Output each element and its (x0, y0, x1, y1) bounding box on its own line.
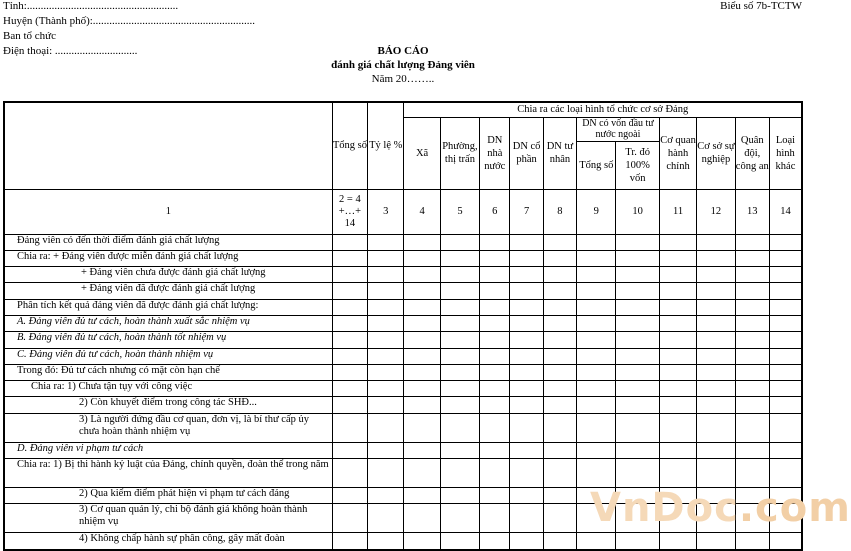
value-cell[interactable] (543, 504, 576, 533)
value-cell[interactable] (332, 413, 367, 442)
district-line: Huyện (Thành phố):........................................................... (3, 15, 256, 27)
value-cell[interactable] (368, 299, 404, 315)
value-cell[interactable] (697, 381, 735, 397)
value-cell[interactable] (577, 413, 616, 442)
value-cell[interactable] (769, 397, 802, 413)
col-number: 5 (440, 189, 479, 234)
value-cell[interactable] (697, 234, 735, 250)
value-cell[interactable] (735, 413, 769, 442)
value-cell[interactable] (480, 459, 510, 488)
value-cell[interactable] (735, 381, 769, 397)
value-cell[interactable] (440, 348, 479, 364)
value-cell[interactable] (659, 381, 696, 397)
value-cell[interactable] (404, 381, 440, 397)
value-cell[interactable] (616, 533, 659, 550)
value-cell[interactable] (404, 504, 440, 533)
value-cell[interactable] (577, 315, 616, 331)
value-cell[interactable] (440, 504, 479, 533)
value-cell[interactable] (480, 413, 510, 442)
value-cell[interactable] (480, 315, 510, 331)
value-cell[interactable] (735, 234, 769, 250)
value-cell[interactable] (769, 381, 802, 397)
value-cell[interactable] (440, 267, 479, 283)
value-cell[interactable] (659, 413, 696, 442)
value-cell[interactable] (510, 364, 543, 380)
value-cell[interactable] (577, 283, 616, 299)
value-cell[interactable] (659, 348, 696, 364)
value-cell[interactable] (332, 283, 367, 299)
value-cell[interactable] (510, 250, 543, 266)
table-row (4, 381, 802, 397)
value-cell[interactable] (735, 459, 769, 488)
col-number: 4 (404, 189, 440, 234)
value-cell[interactable] (404, 413, 440, 442)
value-cell[interactable] (616, 299, 659, 315)
value-cell[interactable] (368, 459, 404, 488)
value-cell[interactable] (769, 299, 802, 315)
value-cell[interactable] (577, 348, 616, 364)
value-cell[interactable] (697, 299, 735, 315)
value-cell[interactable] (577, 364, 616, 380)
value-cell[interactable] (735, 364, 769, 380)
value-cell[interactable] (577, 234, 616, 250)
row-label: + Đảng viên đã được đánh giá chất lượng (4, 283, 332, 299)
value-cell[interactable] (543, 283, 576, 299)
value-cell[interactable] (543, 488, 576, 504)
table-row (4, 442, 802, 458)
value-cell[interactable] (659, 332, 696, 348)
value-cell[interactable] (332, 250, 367, 266)
organization-line: Ban tổ chức (3, 30, 57, 42)
value-cell[interactable] (543, 381, 576, 397)
table-row (4, 364, 802, 380)
value-cell[interactable] (404, 442, 440, 458)
col-number: 14 (769, 189, 802, 234)
value-cell[interactable] (769, 234, 802, 250)
col-number: 10 (616, 189, 659, 234)
value-cell[interactable] (510, 348, 543, 364)
value-cell[interactable] (440, 488, 479, 504)
value-cell[interactable] (332, 459, 367, 488)
value-cell[interactable] (404, 250, 440, 266)
value-cell[interactable] (404, 283, 440, 299)
value-cell[interactable] (769, 348, 802, 364)
value-cell[interactable] (510, 381, 543, 397)
report-subtitle: đánh giá chất lượng Đảng viên (331, 59, 475, 71)
value-cell[interactable] (577, 381, 616, 397)
value-cell[interactable] (510, 459, 543, 488)
row-label: 3) Là người đứng đầu cơ quan, đơn vị, là bí thư cấp ủy chưa hoàn thành nhiệm vụ (4, 413, 332, 442)
value-cell[interactable] (510, 234, 543, 250)
value-cell[interactable] (543, 442, 576, 458)
value-cell[interactable] (543, 413, 576, 442)
table-row (4, 348, 802, 364)
value-cell[interactable] (368, 364, 404, 380)
value-cell[interactable] (735, 250, 769, 266)
value-cell[interactable] (368, 397, 404, 413)
table-row (4, 397, 802, 413)
value-cell[interactable] (440, 283, 479, 299)
value-cell[interactable] (440, 315, 479, 331)
row-label: B. Đảng viên đủ tư cách, hoàn thành tốt nhiệm vụ (4, 332, 332, 348)
value-cell[interactable] (697, 413, 735, 442)
label-header-cell (4, 102, 332, 189)
value-cell[interactable] (510, 413, 543, 442)
value-cell[interactable] (404, 299, 440, 315)
table-row (4, 413, 802, 442)
col-su-nghiep: Cơ sở sự nghiệp (697, 117, 735, 189)
value-cell[interactable] (404, 533, 440, 550)
value-cell[interactable] (368, 283, 404, 299)
value-cell[interactable] (510, 332, 543, 348)
value-cell[interactable] (735, 299, 769, 315)
value-cell[interactable] (332, 504, 367, 533)
value-cell[interactable] (404, 397, 440, 413)
value-cell[interactable] (543, 267, 576, 283)
value-cell[interactable] (616, 348, 659, 364)
value-cell[interactable] (769, 283, 802, 299)
value-cell[interactable] (368, 348, 404, 364)
report-year: Năm 20…….. (371, 73, 435, 85)
value-cell[interactable] (616, 381, 659, 397)
value-cell[interactable] (510, 283, 543, 299)
table-row (4, 332, 802, 348)
table-row (4, 250, 802, 266)
row-label: D. Đảng viên vi phạm tư cách (4, 442, 332, 458)
value-cell[interactable] (480, 250, 510, 266)
col-dn-fdi-tong: Tổng số (577, 141, 616, 189)
value-cell[interactable] (659, 442, 696, 458)
value-cell[interactable] (404, 234, 440, 250)
value-cell[interactable] (616, 332, 659, 348)
value-cell[interactable] (577, 533, 616, 550)
value-cell[interactable] (440, 332, 479, 348)
value-cell[interactable] (769, 267, 802, 283)
value-cell[interactable] (368, 504, 404, 533)
value-cell[interactable] (332, 488, 367, 504)
value-cell[interactable] (510, 504, 543, 533)
value-cell[interactable] (440, 250, 479, 266)
group-header: Chia ra các loại hình tổ chức cơ sở Đảng (404, 102, 802, 117)
value-cell[interactable] (440, 413, 479, 442)
value-cell[interactable] (332, 442, 367, 458)
value-cell[interactable] (404, 332, 440, 348)
col-number: 6 (480, 189, 510, 234)
col-number: 9 (577, 189, 616, 234)
row-label: Đảng viên có đến thời điểm đánh giá chất lượng (4, 234, 332, 250)
table-row (4, 234, 802, 250)
value-cell[interactable] (368, 250, 404, 266)
value-cell[interactable] (368, 488, 404, 504)
value-cell[interactable] (480, 348, 510, 364)
col-dn-fdi: DN có vốn đầu tư nước ngoài (577, 117, 660, 141)
value-cell[interactable] (404, 348, 440, 364)
value-cell[interactable] (543, 459, 576, 488)
col-ty-le: Tỷ lệ % (368, 102, 404, 189)
col-quan-doi: Quân đội, công an (735, 117, 769, 189)
value-cell[interactable] (577, 332, 616, 348)
value-cell[interactable] (368, 234, 404, 250)
value-cell[interactable] (480, 397, 510, 413)
table-row (4, 459, 802, 488)
value-cell[interactable] (616, 234, 659, 250)
value-cell[interactable] (332, 381, 367, 397)
value-cell[interactable] (480, 504, 510, 533)
value-cell[interactable] (440, 442, 479, 458)
province-line: Tỉnh:....................................................... (3, 0, 179, 12)
row-label: Phân tích kết quả đảng viên đã được đánh giá chất lượng: (4, 299, 332, 315)
value-cell[interactable] (543, 364, 576, 380)
value-cell[interactable] (368, 267, 404, 283)
value-cell[interactable] (332, 267, 367, 283)
value-cell[interactable] (543, 332, 576, 348)
value-cell[interactable] (577, 250, 616, 266)
col-tong-so: Tổng số (332, 102, 367, 189)
value-cell[interactable] (404, 459, 440, 488)
value-cell[interactable] (440, 234, 479, 250)
value-cell[interactable] (659, 250, 696, 266)
value-cell[interactable] (616, 364, 659, 380)
value-cell[interactable] (659, 459, 696, 488)
col-phuong: Phường, thị trấn (440, 117, 479, 189)
value-cell[interactable] (368, 332, 404, 348)
value-cell[interactable] (543, 397, 576, 413)
value-cell[interactable] (769, 413, 802, 442)
value-cell[interactable] (480, 332, 510, 348)
value-cell[interactable] (440, 299, 479, 315)
form-number: Biểu số 7b-TCTW (720, 0, 802, 12)
col-number: 11 (659, 189, 696, 234)
value-cell[interactable] (769, 533, 802, 550)
value-cell[interactable] (510, 267, 543, 283)
row-label: A. Đảng viên đủ tư cách, hoàn thành xuất sắc nhiệm vụ (4, 315, 332, 331)
table-row (4, 283, 802, 299)
value-cell[interactable] (697, 459, 735, 488)
column-number-row (4, 189, 802, 234)
value-cell[interactable] (616, 413, 659, 442)
value-cell[interactable] (659, 533, 696, 550)
watermark-logo: VnDoc.com (590, 485, 851, 531)
value-cell[interactable] (332, 332, 367, 348)
col-number: 1 (4, 189, 332, 234)
value-cell[interactable] (616, 442, 659, 458)
value-cell[interactable] (368, 442, 404, 458)
row-label: Chia ra: 1) Chưa tận tụy với công việc (4, 381, 332, 397)
value-cell[interactable] (480, 299, 510, 315)
row-label: Chia ra: + Đảng viên được miễn đánh giá chất lượng (4, 250, 332, 266)
report-table (3, 101, 803, 551)
value-cell[interactable] (735, 332, 769, 348)
value-cell[interactable] (404, 488, 440, 504)
value-cell[interactable] (697, 364, 735, 380)
value-cell[interactable] (697, 397, 735, 413)
col-number: 8 (543, 189, 576, 234)
report-title: BÁO CÁO (377, 45, 429, 57)
value-cell[interactable] (332, 315, 367, 331)
value-cell[interactable] (697, 315, 735, 331)
value-cell[interactable] (735, 315, 769, 331)
table-row (4, 299, 802, 315)
value-cell[interactable] (510, 533, 543, 550)
value-cell[interactable] (659, 315, 696, 331)
value-cell[interactable] (769, 250, 802, 266)
value-cell[interactable] (577, 397, 616, 413)
value-cell[interactable] (543, 348, 576, 364)
value-cell[interactable] (368, 381, 404, 397)
value-cell[interactable] (368, 533, 404, 550)
col-dn-co-phan: DN cổ phần (510, 117, 543, 189)
value-cell[interactable] (510, 488, 543, 504)
row-label: 4) Không chấp hành sự phân công, gây mất đoàn (4, 533, 332, 550)
value-cell[interactable] (659, 364, 696, 380)
row-label: 3) Cơ quan quản lý, chi bộ đánh giá không hoàn thành nhiệm vụ (4, 504, 332, 533)
value-cell[interactable] (769, 332, 802, 348)
value-cell[interactable] (659, 397, 696, 413)
col-dn-tu-nhan: DN tư nhân (543, 117, 576, 189)
col-khac: Loại hình khác (769, 117, 802, 189)
value-cell[interactable] (769, 459, 802, 488)
value-cell[interactable] (769, 364, 802, 380)
value-cell[interactable] (659, 234, 696, 250)
col-number: 2 = 4 +…+ 14 (332, 189, 367, 234)
row-label: + Đảng viên chưa được đánh giá chất lượng (4, 267, 332, 283)
value-cell[interactable] (697, 348, 735, 364)
value-cell[interactable] (480, 234, 510, 250)
value-cell[interactable] (440, 364, 479, 380)
value-cell[interactable] (543, 533, 576, 550)
value-cell[interactable] (659, 267, 696, 283)
value-cell[interactable] (332, 299, 367, 315)
value-cell[interactable] (659, 283, 696, 299)
value-cell[interactable] (543, 299, 576, 315)
value-cell[interactable] (616, 397, 659, 413)
value-cell[interactable] (735, 283, 769, 299)
value-cell[interactable] (697, 283, 735, 299)
value-cell[interactable] (616, 459, 659, 488)
value-cell[interactable] (769, 442, 802, 458)
value-cell[interactable] (440, 381, 479, 397)
value-cell[interactable] (616, 250, 659, 266)
row-label: Chia ra: 1) Bị thi hành kỷ luật của Đảng, chính quyền, đoàn thể trong năm (4, 459, 332, 488)
value-cell[interactable] (368, 413, 404, 442)
value-cell[interactable] (510, 397, 543, 413)
row-label: Trong đó: Đủ tư cách nhưng có mặt còn hạn chế (4, 364, 332, 380)
value-cell[interactable] (510, 299, 543, 315)
value-cell[interactable] (440, 533, 479, 550)
value-cell[interactable] (480, 533, 510, 550)
value-cell[interactable] (332, 348, 367, 364)
value-cell[interactable] (697, 533, 735, 550)
value-cell[interactable] (404, 364, 440, 380)
col-number: 3 (368, 189, 404, 234)
value-cell[interactable] (769, 315, 802, 331)
col-co-quan: Cơ quan hành chính (659, 117, 696, 189)
col-number: 12 (697, 189, 735, 234)
value-cell[interactable] (480, 267, 510, 283)
value-cell[interactable] (543, 234, 576, 250)
value-cell[interactable] (480, 488, 510, 504)
value-cell[interactable] (735, 442, 769, 458)
value-cell[interactable] (735, 533, 769, 550)
value-cell[interactable] (735, 348, 769, 364)
value-cell[interactable] (332, 397, 367, 413)
value-cell[interactable] (697, 332, 735, 348)
phone-line: Điện thoại: .............................. (3, 45, 138, 57)
value-cell[interactable] (480, 364, 510, 380)
table-row (4, 315, 802, 331)
row-label: C. Đảng viên đủ tư cách, hoàn thành nhiệm vụ (4, 348, 332, 364)
value-cell[interactable] (510, 315, 543, 331)
value-cell[interactable] (577, 459, 616, 488)
value-cell[interactable] (510, 442, 543, 458)
value-cell[interactable] (480, 442, 510, 458)
value-cell[interactable] (440, 459, 479, 488)
row-label: 2) Còn khuyết điểm trong công tác SHĐ... (4, 397, 332, 413)
value-cell[interactable] (616, 315, 659, 331)
value-cell[interactable] (404, 267, 440, 283)
value-cell[interactable] (480, 283, 510, 299)
value-cell[interactable] (697, 267, 735, 283)
value-cell[interactable] (735, 397, 769, 413)
table-row (4, 533, 802, 550)
value-cell[interactable] (480, 381, 510, 397)
col-number: 7 (510, 189, 543, 234)
value-cell[interactable] (404, 315, 440, 331)
value-cell[interactable] (577, 299, 616, 315)
col-dn-fdi-100: Tr. đó 100% vốn (616, 141, 659, 189)
value-cell[interactable] (332, 364, 367, 380)
row-label: 2) Qua kiểm điểm phát hiện vi phạm tư cách đảng (4, 488, 332, 504)
value-cell[interactable] (332, 533, 367, 550)
value-cell[interactable] (368, 315, 404, 331)
value-cell[interactable] (577, 267, 616, 283)
value-cell[interactable] (332, 234, 367, 250)
value-cell[interactable] (577, 442, 616, 458)
value-cell[interactable] (735, 267, 769, 283)
value-cell[interactable] (697, 442, 735, 458)
value-cell[interactable] (543, 250, 576, 266)
value-cell[interactable] (616, 267, 659, 283)
value-cell[interactable] (697, 250, 735, 266)
col-dn-nha-nuoc: DN nhà nước (480, 117, 510, 189)
col-xa: Xã (404, 117, 440, 189)
value-cell[interactable] (440, 397, 479, 413)
col-number: 13 (735, 189, 769, 234)
value-cell[interactable] (659, 299, 696, 315)
table-row (4, 267, 802, 283)
value-cell[interactable] (616, 283, 659, 299)
value-cell[interactable] (543, 315, 576, 331)
